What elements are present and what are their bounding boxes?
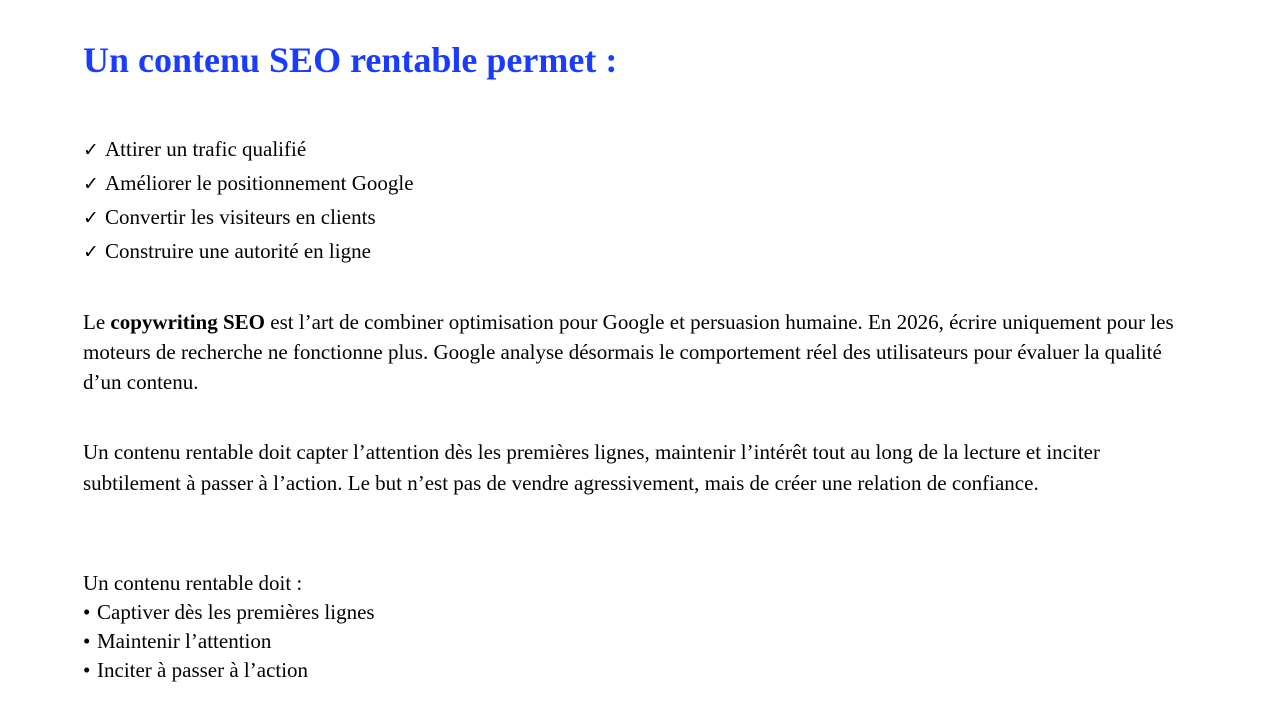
list-item	[83, 656, 375, 685]
benefit-text: Attirer un trafic qualifié	[105, 137, 307, 161]
benefits-checklist	[83, 133, 414, 269]
checkmark-icon: ✓	[83, 173, 99, 195]
list-item	[83, 167, 414, 201]
list-item	[83, 201, 414, 235]
checkmark-icon: ✓	[83, 241, 99, 263]
requirement-text: Inciter à passer à l’action	[97, 658, 309, 682]
paragraph-body: est l’art de combiner optimisation pour Google et persuasion humaine. En 2026, écrire uniquement pour les moteurs de recherche ne fonctionne plus. Google analyse désormais le comportement réel des utilisateurs pour évaluer la qualité d’un contenu.	[83, 310, 1174, 394]
bold-keyword: copywriting SEO	[110, 310, 266, 334]
second-paragraph: Un contenu rentable doit capter l’attention dès les premières lignes, maintenir l’intérêt tout au long de la lecture et inciter subtilement à passer à l’action. Le but n’est pas de vendre agressivement, mais de créer une relation de confiance.	[83, 440, 1100, 495]
list-item	[83, 235, 414, 269]
benefit-text: Convertir les visiteurs en clients	[105, 205, 376, 229]
list-item	[83, 133, 414, 167]
bullet-icon: •	[83, 600, 91, 624]
bullet-icon: •	[83, 629, 91, 653]
checkmark-icon: ✓	[83, 139, 99, 161]
list-intro: Un contenu rentable doit :	[83, 571, 303, 595]
list-item	[83, 627, 375, 656]
requirement-text: Maintenir l’attention	[97, 629, 272, 653]
list-item	[83, 598, 375, 627]
checkmark-icon: ✓	[83, 207, 99, 229]
requirement-text: Captiver dès les premières lignes	[97, 600, 375, 624]
benefit-text: Construire une autorité en ligne	[105, 239, 371, 263]
requirements-list	[83, 598, 375, 685]
page-title: Un contenu SEO rentable permet :	[83, 40, 618, 80]
intro-paragraph	[83, 307, 1203, 397]
paragraph-prefix: Le	[83, 310, 111, 334]
requirements-block	[83, 569, 375, 685]
bullet-icon: •	[83, 658, 91, 682]
benefit-text: Améliorer le positionnement Google	[105, 171, 414, 195]
